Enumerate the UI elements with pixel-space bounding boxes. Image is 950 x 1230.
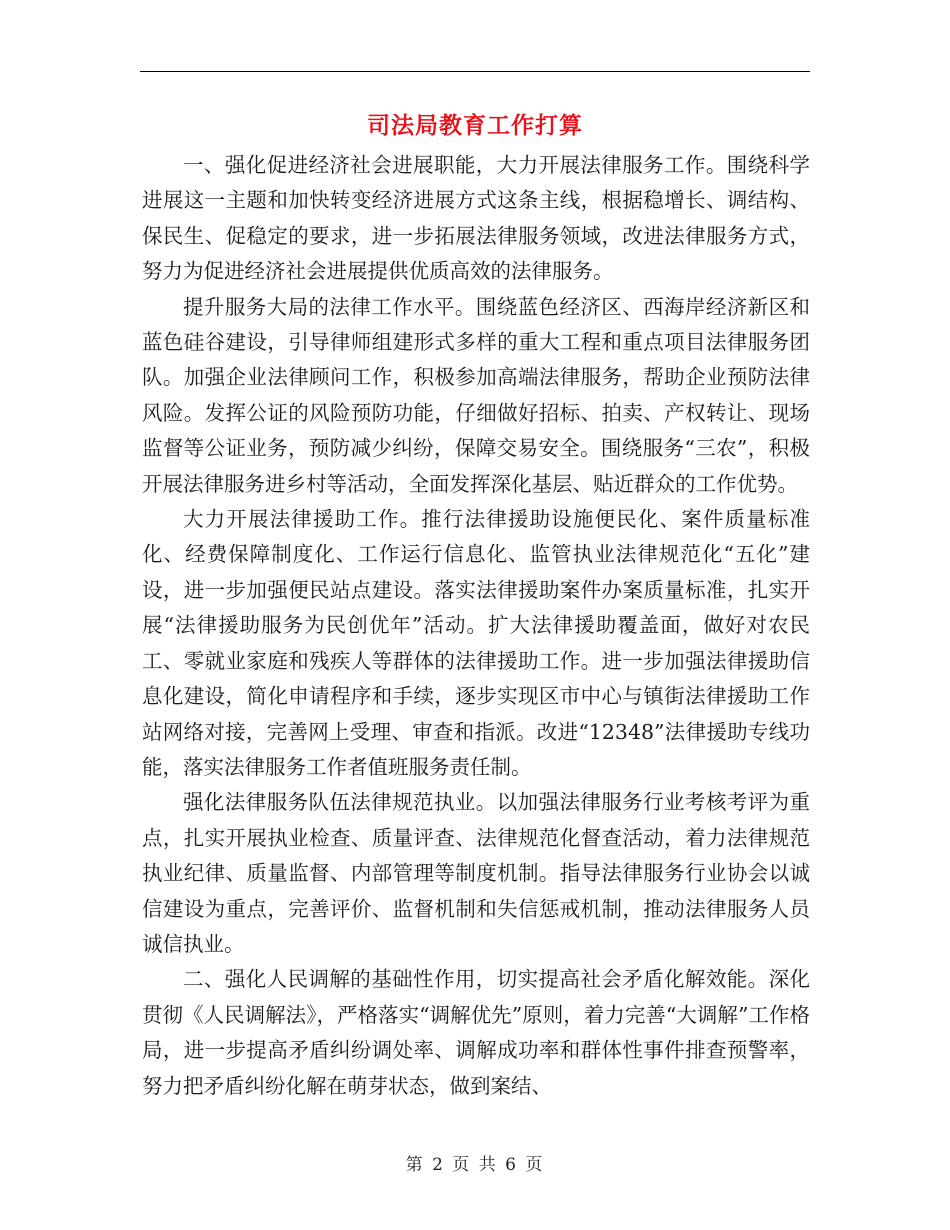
document-body (142, 148, 810, 1104)
paragraph-3: 大力开展法律援助工作。推行法律援助设施便民化、案件质量标准化、经费保障制度化、工作运行信息化、监管执业法律规范化“五化”建设，进一步加强便民站点建设。落实法律援助案件办案质量标准，扎实开展“法律援助服务为民创优年”活动。扩大法律援助覆盖面，做好对农民工、零就业家庭和残疾人等群体的法律援助工作。进一步加强法律援助信息化建设，简化申请程序和手续，逐步实现区市中心与镇街法律援助工作站网络对接，完善网上受理、审查和指派。改进“12348”法律援助专线功能，落实法律服务工作者值班服务责任制。 (142, 507, 810, 779)
document-title: 司法局教育工作打算 (367, 112, 583, 139)
header-rule (140, 71, 810, 72)
paragraph-5: 二、强化人民调解的基础性作用，切实提高社会矛盾化解效能。深化贯彻《人民调解法》，严格落实“调解优先”原则，着力完善“大调解”工作格局，进一步提高矛盾纠纷调处率、调解成功率和群体性事件排查预警率，努力把矛盾纠纷化解在萌芽状态，做到案结、 (142, 967, 810, 1098)
paragraph-2: 提升服务大局的法律工作水平。围绕蓝色经济区、西海岸经济新区和蓝色硅谷建设，引导律师组建形式多样的重大工程和重点项目法律服务团队。加强企业法律顾问工作，积极参加高端法律服务，帮助企业预防法律风险。发挥公证的风险预防功能，仔细做好招标、拍卖、产权转让、现场监督等公证业务，预防减少纠纷，保障交易安全。围绕服务“三农”，积极开展法律服务进乡村等活动，全面发挥深化基层、贴近群众的工作优势。 (142, 294, 810, 496)
page-number: 第 2 页 共 6 页 (405, 1155, 545, 1175)
paragraph-1: 一、强化促进经济社会进展职能，大力开展法律服务工作。围绕科学进展这一主题和加快转变经济进展方式这条主线，根据稳增长、调结构、保民生、促稳定的要求，进一步拓展法律服务领域，改进法律服务方式，努力为促进经济社会进展提供优质高效的法律服务。 (142, 153, 810, 284)
paragraph-4: 强化法律服务队伍法律规范执业。以加强法律服务行业考核考评为重点，扎实开展执业检查、质量评查、法律规范化督查活动，着力法律规范执业纪律、质量监督、内部管理等制度机制。指导法律服务行业协会以诚信建设为重点，完善评价、监督机制和失信惩戒机制，推动法律服务人员诚信执业。 (142, 790, 810, 956)
